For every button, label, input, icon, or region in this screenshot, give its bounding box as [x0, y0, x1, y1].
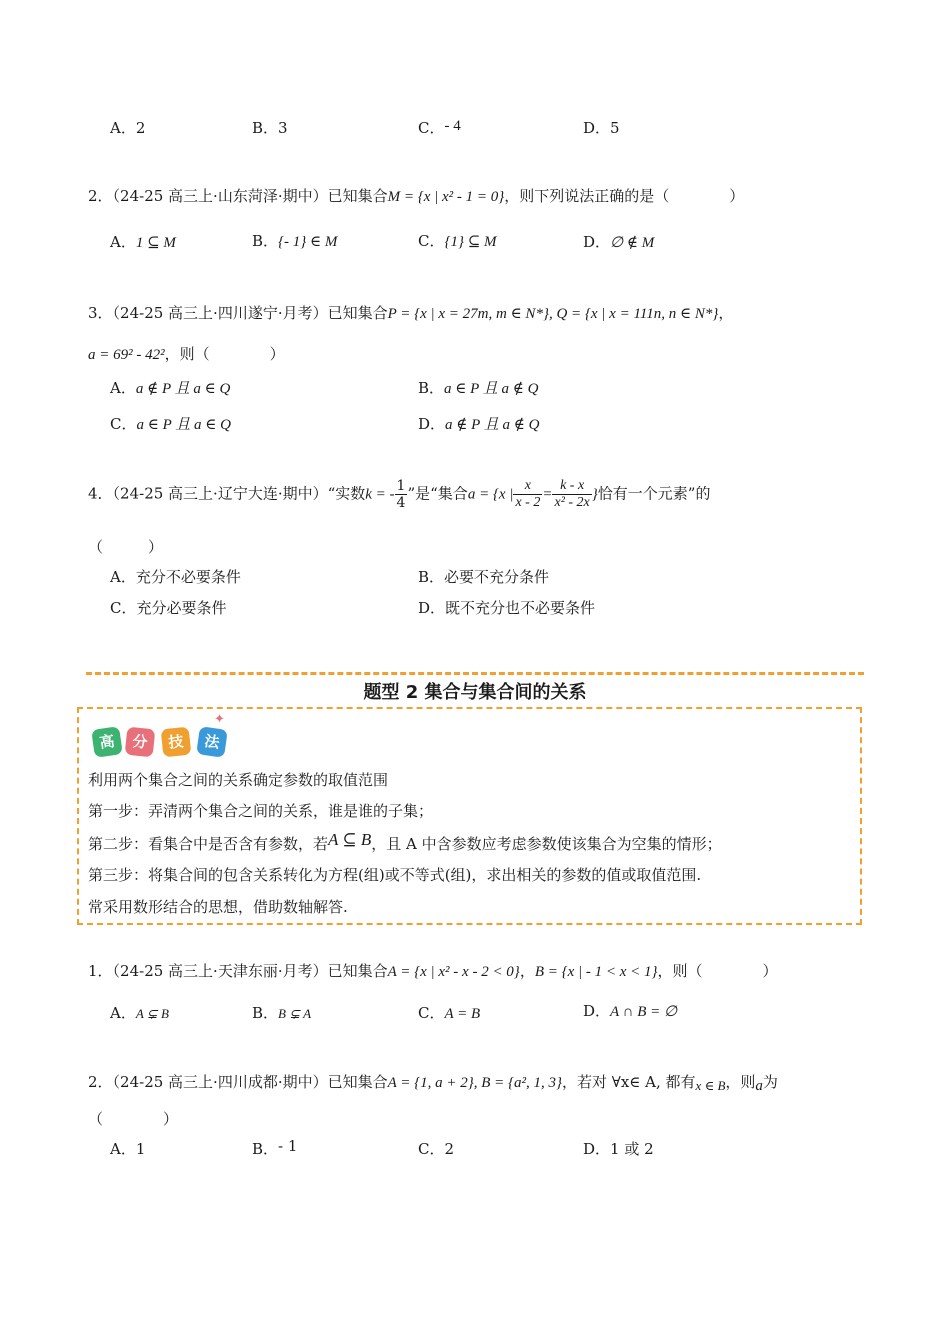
fraction-denominator: 4 [396, 495, 406, 511]
q2-option-d [583, 231, 654, 252]
q3-option-d [418, 413, 539, 434]
option-label: C． [110, 415, 137, 433]
badge-ji: 技 [161, 727, 192, 758]
question-3-comma: ， [718, 304, 734, 322]
option-value: A = B [444, 1006, 481, 1022]
problem-2-xb: x ∈ B [695, 1078, 726, 1093]
q2-option-b [252, 230, 337, 251]
question-3-a-def: a = 69² - 42² [88, 347, 165, 363]
option-label: A． [110, 1004, 136, 1022]
option-value: A ⊊ B [135, 1006, 169, 1021]
problem-2-suffix: 为 [762, 1073, 778, 1091]
p1-option-b [252, 1002, 311, 1023]
fraction-2 [552, 478, 591, 511]
option-label: B． [418, 379, 445, 397]
question-3-sets: P = {x | x = 27m, m ∈ N*}, Q = {x | x = 111n, n ∈ N*} [387, 306, 719, 322]
question-4-set-rhs: } [591, 486, 598, 503]
problem-2-mid: ，若对 ∀x∈ A, 都有 [562, 1073, 696, 1091]
problem-2-prefix: 2．（24-25 高三上·四川成都·期中）已知集合 [88, 1073, 388, 1091]
question-3-line2 [88, 343, 285, 364]
problem-2-mid2: ，则 [725, 1073, 756, 1091]
problem-1-set-b: B = {x | - 1 < x < 1} [534, 964, 658, 980]
problem-1-suffix: ，则（ ） [657, 962, 778, 980]
question-2-prefix: 2．（24-25 高三上·山东菏泽·期中）已知集合 [88, 187, 388, 205]
q4-option-c: C．充分必要条件 [110, 599, 227, 617]
option-label: D． [418, 415, 446, 433]
problem-2-stem [88, 1071, 778, 1092]
option-label: B． [252, 1004, 279, 1022]
fraction-numerator: 1 [396, 478, 406, 494]
option-label: D． [583, 1002, 611, 1020]
q2-option-c [418, 230, 497, 251]
problem-2-paren: （ ） [88, 1110, 179, 1128]
option-label: C． [418, 232, 445, 250]
problem-1-comma: ， [519, 962, 535, 980]
option-label: B． [252, 1140, 279, 1158]
question-3-stem [88, 302, 733, 323]
question-4-paren: （ ） [88, 538, 164, 556]
p1-option-a [110, 1002, 169, 1023]
q2-option-a [110, 231, 176, 252]
section-divider [86, 672, 864, 675]
option-value: a ∉ P 且 a ∈ Q [135, 381, 231, 397]
q3-option-a [110, 377, 230, 398]
option-value: - 1 [278, 1137, 298, 1155]
tip-line-3-math: A ⊆ B [328, 830, 372, 849]
option-value: - 4 [444, 118, 461, 134]
question-4-k: k = - [365, 486, 395, 503]
problem-1-prefix: 1．（24-25 高三上·天津东丽·月考）已知集合 [88, 962, 388, 980]
q3-option-b [418, 377, 538, 398]
badge-fen: 分 [125, 727, 156, 758]
equals-sign: = [542, 486, 553, 503]
question-4-mid: ”是“集合 [407, 484, 468, 503]
option-label: B． [252, 232, 279, 250]
p2-option-b [252, 1138, 297, 1159]
option-label: D． [583, 233, 611, 251]
fraction-numerator: k - x [552, 478, 591, 495]
tip-line-2: 第一步：弄清两个集合之间的关系，谁是谁的子集； [88, 802, 434, 820]
option-value: a ∈ P 且 a ∉ Q [444, 381, 539, 397]
p1-option-c [418, 1002, 480, 1023]
option-label: C． [418, 1004, 445, 1022]
badge-gao: 高 [91, 726, 123, 758]
section-title: 题型 2 集合与集合间的关系 [363, 682, 587, 703]
q3-option-c [110, 413, 231, 434]
option-value: A ∩ B = ∅ [610, 1004, 678, 1020]
q0-option-d: D．5 [583, 119, 620, 137]
fraction-denominator: x² - 2x [554, 495, 590, 510]
tip-line-1: 利用两个集合之间的关系确定参数的取值范围 [88, 771, 389, 789]
q0-option-a: A．2 [110, 119, 146, 137]
problem-1-set-a: A = {x | x² - x - 2 < 0} [387, 964, 520, 980]
problem-2-a-var: a [755, 1078, 763, 1094]
problem-2-sets: A = {1, a + 2}, B = {a², 1, 3} [387, 1075, 563, 1091]
p1-option-d [583, 1000, 677, 1021]
q4-option-a: A．充分不必要条件 [110, 568, 241, 586]
fraction-denominator: x - 2 [515, 495, 541, 510]
option-value: a ∈ P 且 a ∈ Q [136, 417, 231, 433]
question-3-prefix: 3．（24-25 高三上·四川遂宁·月考）已知集合 [88, 304, 388, 322]
q4-option-b: B．必要不充分条件 [418, 568, 550, 586]
option-label: C． [418, 119, 445, 137]
p2-option-d: D．1 或 2 [583, 1140, 654, 1158]
sparkle-icon: ✦ [214, 712, 225, 727]
q0-option-c [418, 117, 461, 138]
q0-option-b: B．3 [252, 119, 288, 137]
option-label: A． [110, 379, 136, 397]
p2-option-a: A．1 [110, 1140, 146, 1158]
option-value: {1} ⊆ M [444, 234, 497, 250]
p2-option-c: C．2 [418, 1140, 455, 1158]
tip-line-3-end: ，且 A 中含参数应考虑参数使该集合为空集的情形； [371, 835, 722, 853]
fraction-numerator: x [513, 478, 542, 495]
tip-line-5: 常采用数形结合的思想，借助数轴解答. [88, 898, 348, 916]
question-2-set: M = {x | x² - 1 = 0} [387, 189, 505, 205]
problem-1-stem [88, 960, 778, 981]
question-4-stem [88, 478, 710, 511]
question-2-suffix: ，则下列说法正确的是（ ） [504, 187, 745, 205]
option-value: ∅ ∉ M [610, 235, 655, 251]
option-value: B ⊊ A [278, 1006, 312, 1021]
option-label: A． [110, 233, 136, 251]
question-3-line2-suffix: ，则（ ） [164, 345, 285, 363]
question-4-set-lhs: a = {x | [467, 486, 514, 503]
q4-option-d: D．既不充分也不必要条件 [418, 599, 596, 617]
tip-line-3 [88, 830, 722, 854]
option-value: a ∉ P 且 a ∉ Q [445, 417, 540, 433]
question-4-prefix: 4．（24-25 高三上·辽宁大连·期中）“实数 [88, 484, 366, 503]
badge-fa: 法 [196, 726, 228, 758]
tip-line-4: 第三步：将集合间的包含关系转化为方程(组)或不等式(组)，求出相关的参数的值或取值范围. [88, 866, 702, 884]
option-value: 1 ⊆ M [135, 235, 176, 251]
tip-line-3-start: 第二步：看集合中是否含有参数，若 [88, 835, 329, 853]
question-4-suffix: 恰有一个元素”的 [597, 484, 711, 503]
fraction-1 [513, 478, 542, 511]
fraction-k [395, 478, 408, 511]
option-value: {- 1} ∈ M [278, 234, 338, 250]
question-2-stem [88, 185, 744, 206]
